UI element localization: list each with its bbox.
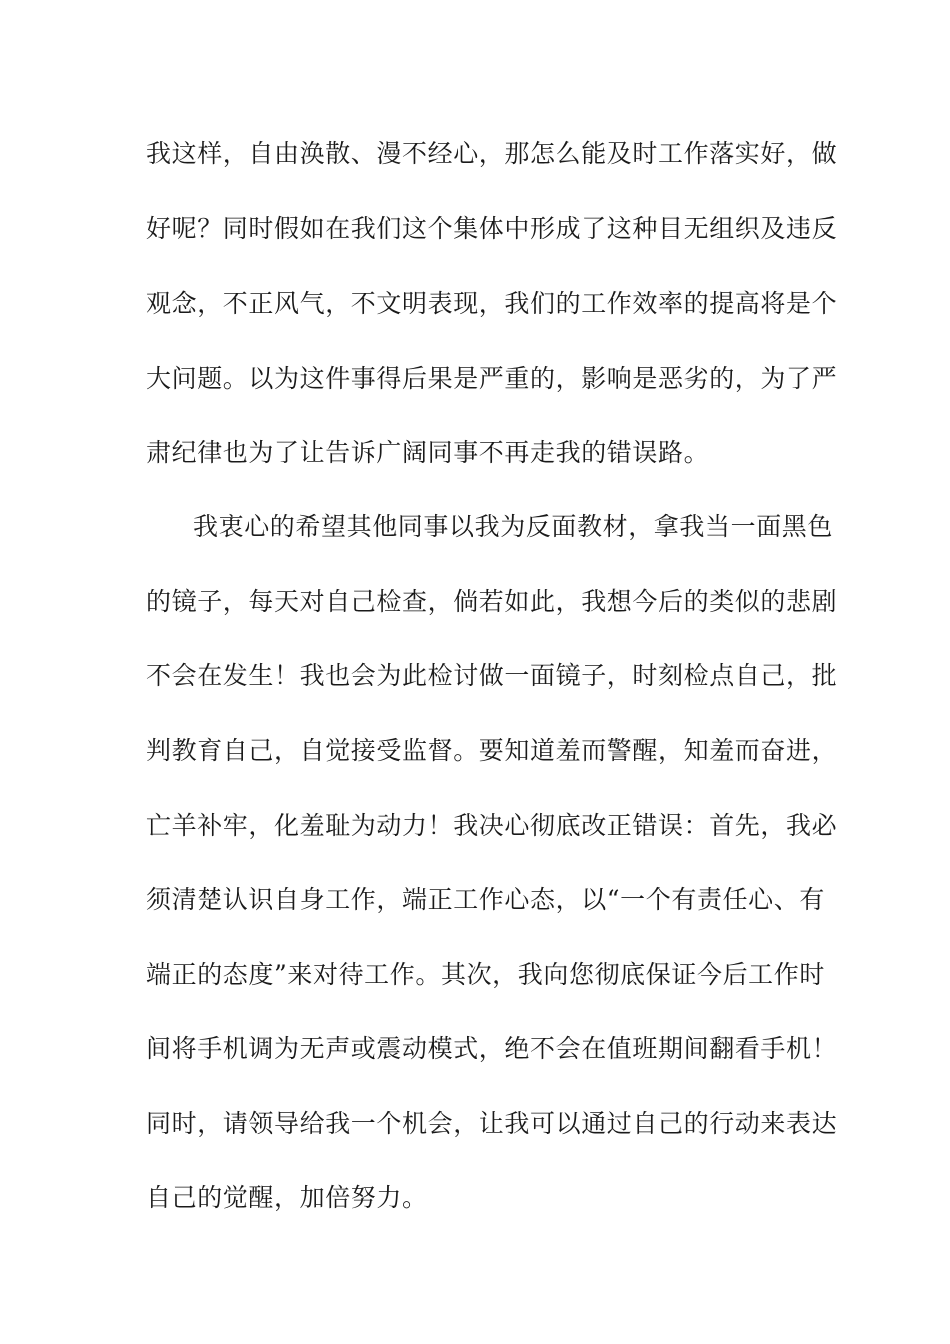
paragraph-1-line-2: 好呢？同时假如在我们这个集体中形成了这种目无组织及违反 (146, 214, 838, 243)
paragraph-2-line-3: 不会在发生！我也会为此检讨做一面镜子，时刻检点自己，批 (146, 661, 838, 690)
paragraph-2-line-5: 亡羊补牢，化羞耻为动力！我决心彻底改正错误：首先，我必 (146, 811, 838, 840)
paragraph-2-line-4: 判教育自己，自觉接受监督。要知道羞而警醒，知羞而奋进， (146, 736, 838, 765)
paragraph-1-line-1: 我这样，自由涣散、漫不经心，那怎么能及时工作落实好，做 (146, 139, 838, 168)
paragraph-1-line-5: 肃纪律也为了让告诉广阔同事不再走我的错误路。 (146, 438, 710, 467)
paragraph-2-line-10: 自己的觉醒，加倍努力。 (146, 1183, 428, 1212)
paragraph-2-line-2: 的镜子，每天对自己检查，倘若如此，我想今后的类似的悲剧 (146, 587, 838, 616)
paragraph-1-line-4: 大问题。以为这件事得后果是严重的，影响是恶劣的，为了严 (146, 364, 838, 393)
paragraph-2-line-6: 须清楚认识自身工作，端正工作心态，以“一个有责任心、有 (146, 885, 825, 914)
paragraph-2-line-9: 同时，请领导给我一个机会，让我可以通过自己的行动来表达 (146, 1109, 838, 1138)
paragraph-1-line-3: 观念，不正风气，不文明表现，我们的工作效率的提高将是个 (146, 289, 838, 318)
paragraph-2-line-7: 端正的态度”来对待工作。其次，我向您彻底保证今后工作时 (146, 960, 825, 989)
paragraph-2-line-1: 我衷心的希望其他同事以我为反面教材，拿我当一面黑色 (193, 512, 834, 541)
paragraph-2-line-8: 间将手机调为无声或震动模式，绝不会在值班期间翻看手机！ (146, 1034, 838, 1063)
